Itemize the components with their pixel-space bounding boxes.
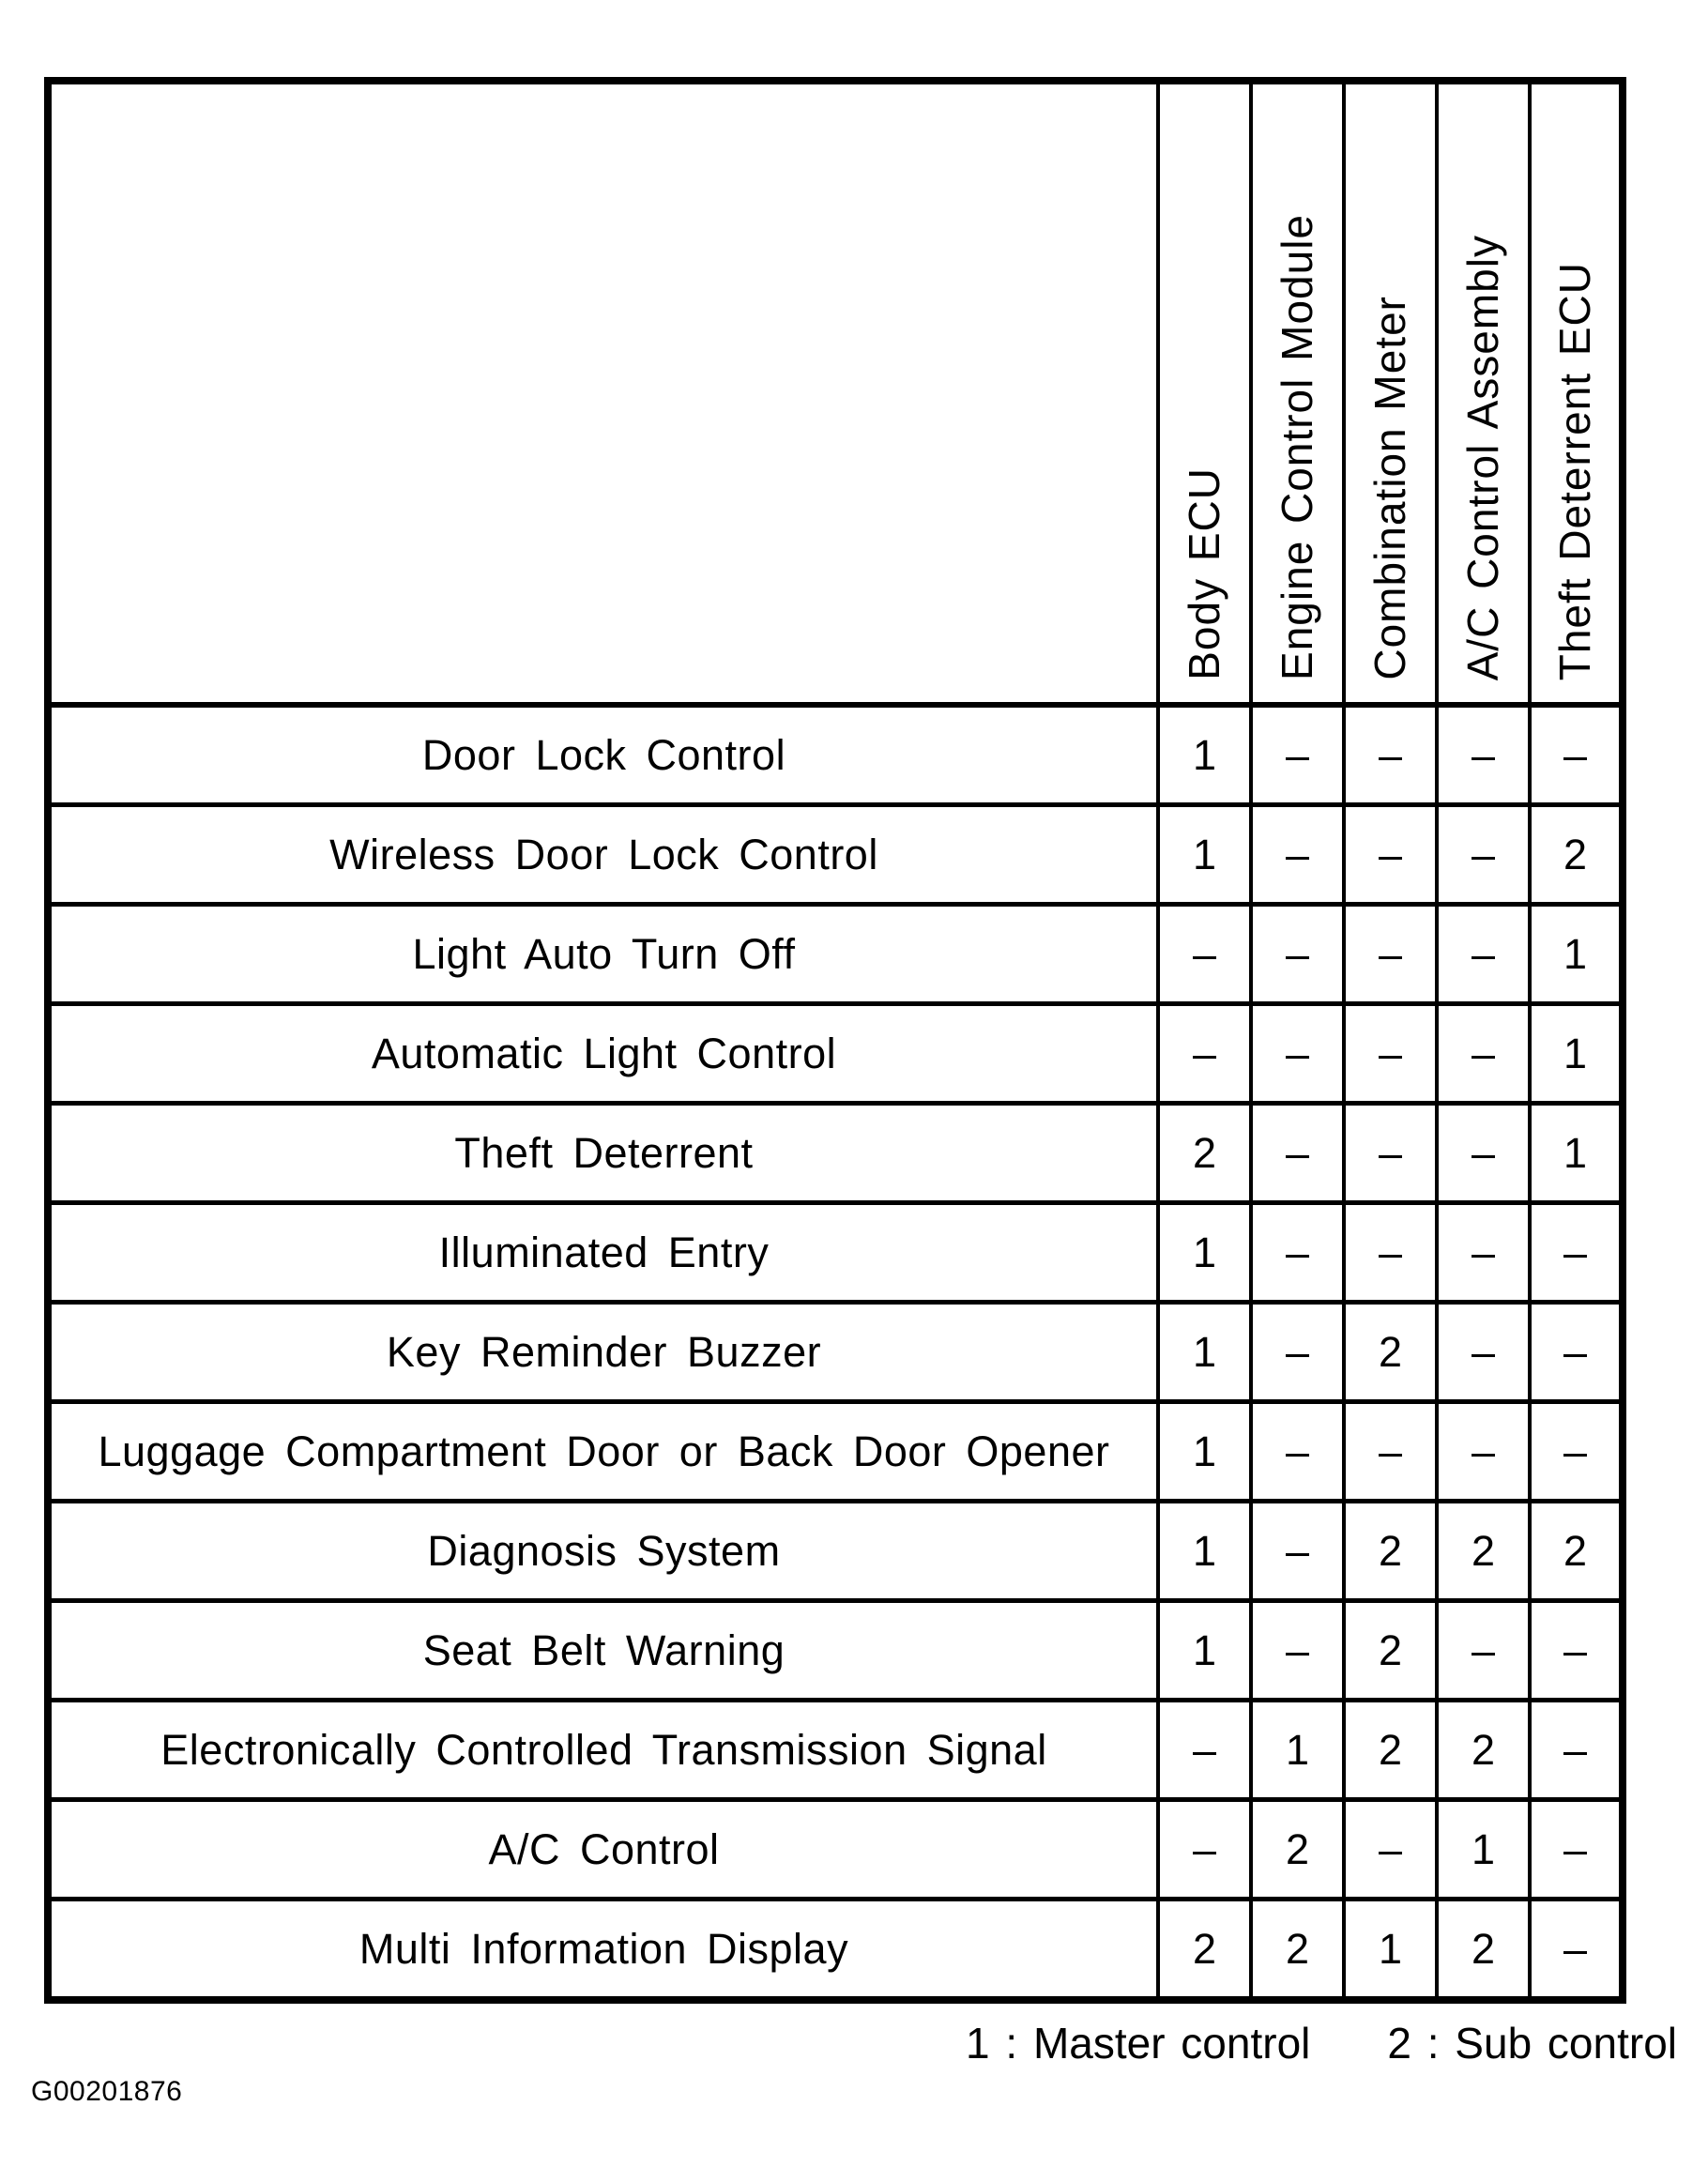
row-label: Illuminated Entry [48, 1203, 1158, 1303]
table-row [48, 1203, 1623, 1303]
matrix-cell: – [1437, 905, 1530, 1004]
matrix-cell: 2 [1437, 1502, 1530, 1601]
matrix-cell: – [1251, 1601, 1344, 1701]
matrix-cell: – [1437, 1303, 1530, 1402]
column-header-body-ecu [1158, 81, 1251, 705]
row-label: Wireless Door Lock Control [48, 805, 1158, 905]
matrix-cell: 1 [1344, 1900, 1437, 2001]
matrix-cell: 1 [1530, 1104, 1623, 1203]
row-label: Luggage Compartment Door or Back Door Opener [48, 1402, 1158, 1502]
table-body [48, 705, 1623, 2000]
matrix-cell: 1 [1530, 1004, 1623, 1104]
matrix-cell: – [1437, 1203, 1530, 1303]
matrix-cell: – [1251, 1402, 1344, 1502]
table-row [48, 1900, 1623, 2001]
matrix-cell: 2 [1344, 1303, 1437, 1402]
matrix-cell: – [1530, 1701, 1623, 1800]
matrix-cell: 2 [1437, 1701, 1530, 1800]
matrix-cell: 2 [1251, 1900, 1344, 2001]
row-label: Electronically Controlled Transmission Signal [48, 1701, 1158, 1800]
matrix-cell: 1 [1158, 1203, 1251, 1303]
matrix-cell: – [1251, 1502, 1344, 1601]
legend [966, 2018, 1677, 2068]
row-label: A/C Control [48, 1800, 1158, 1900]
column-header-label: Engine Control Module [1273, 214, 1322, 680]
matrix-cell: – [1530, 705, 1623, 805]
matrix-cell: – [1530, 1601, 1623, 1701]
matrix-cell: – [1437, 705, 1530, 805]
table-row [48, 1303, 1623, 1402]
matrix-cell: – [1251, 1004, 1344, 1104]
legend-master-control: 1 : Master control [966, 2019, 1311, 2068]
matrix-cell: – [1158, 1004, 1251, 1104]
matrix-cell: 2 [1530, 805, 1623, 905]
row-label: Key Reminder Buzzer [48, 1303, 1158, 1402]
table-row [48, 1104, 1623, 1203]
matrix-cell: 2 [1344, 1502, 1437, 1601]
table-row [48, 705, 1623, 805]
matrix-cell: 1 [1158, 1502, 1251, 1601]
matrix-cell: – [1251, 805, 1344, 905]
matrix-cell: – [1437, 1601, 1530, 1701]
column-header-theft-deterrent-ecu [1530, 81, 1623, 705]
matrix-cell: 2 [1344, 1601, 1437, 1701]
row-label: Seat Belt Warning [48, 1601, 1158, 1701]
table-row [48, 905, 1623, 1004]
row-label: Theft Deterrent [48, 1104, 1158, 1203]
matrix-cell: – [1344, 1402, 1437, 1502]
row-label: Light Auto Turn Off [48, 905, 1158, 1004]
matrix-cell: – [1251, 1303, 1344, 1402]
matrix-cell: – [1344, 705, 1437, 805]
matrix-cell: 1 [1158, 1303, 1251, 1402]
control-function-matrix-table [44, 77, 1626, 2004]
table-row [48, 1601, 1623, 1701]
column-header-label: A/C Control Assembly [1458, 234, 1508, 680]
matrix-cell: – [1344, 1104, 1437, 1203]
matrix-cell: 2 [1344, 1701, 1437, 1800]
column-header-label: Combination Meter [1365, 296, 1415, 680]
table-row [48, 1701, 1623, 1800]
matrix-cell: – [1158, 905, 1251, 1004]
matrix-cell: – [1251, 905, 1344, 1004]
corner-cell [48, 81, 1158, 705]
table-row [48, 1004, 1623, 1104]
matrix-cell: 1 [1158, 1402, 1251, 1502]
matrix-cell: 2 [1251, 1800, 1344, 1900]
table-row [48, 1800, 1623, 1900]
matrix-cell: – [1437, 1104, 1530, 1203]
matrix-cell: – [1437, 1402, 1530, 1502]
matrix-cell: 2 [1158, 1104, 1251, 1203]
matrix-cell: – [1344, 805, 1437, 905]
matrix-cell: – [1344, 1004, 1437, 1104]
table-row [48, 805, 1623, 905]
matrix-cell: – [1530, 1402, 1623, 1502]
matrix-cell: – [1530, 1800, 1623, 1900]
matrix-cell: – [1251, 1104, 1344, 1203]
header-row [48, 81, 1623, 705]
legend-sub-control: 2 : Sub control [1387, 2019, 1677, 2068]
matrix-cell: – [1530, 1303, 1623, 1402]
matrix-cell: – [1251, 705, 1344, 805]
matrix-cell: 1 [1251, 1701, 1344, 1800]
row-label: Diagnosis System [48, 1502, 1158, 1601]
matrix-cell: – [1437, 1004, 1530, 1104]
matrix-cell: – [1344, 1800, 1437, 1900]
matrix-cell: – [1251, 1203, 1344, 1303]
matrix-cell: 1 [1530, 905, 1623, 1004]
matrix-cell: – [1530, 1900, 1623, 2001]
table-header [48, 81, 1623, 705]
row-label: Multi Information Display [48, 1900, 1158, 2001]
matrix-cell: – [1344, 905, 1437, 1004]
matrix-cell: – [1530, 1203, 1623, 1303]
matrix-cell: 2 [1437, 1900, 1530, 2001]
matrix-cell: – [1344, 1203, 1437, 1303]
column-header-engine-control-module [1251, 81, 1344, 705]
column-header-combination-meter [1344, 81, 1437, 705]
column-header-a-c-control-assembly [1437, 81, 1530, 705]
matrix-cell: 1 [1158, 805, 1251, 905]
matrix-cell: – [1158, 1800, 1251, 1900]
column-header-label: Theft Deterrent ECU [1550, 261, 1600, 680]
column-header-label: Body ECU [1180, 467, 1229, 680]
figure-id: G00201876 [31, 2076, 183, 2107]
matrix-cell: 2 [1530, 1502, 1623, 1601]
table-row [48, 1402, 1623, 1502]
row-label: Door Lock Control [48, 705, 1158, 805]
matrix-cell: 1 [1158, 1601, 1251, 1701]
matrix-cell: 1 [1158, 705, 1251, 805]
row-label: Automatic Light Control [48, 1004, 1158, 1104]
matrix-cell: 2 [1158, 1900, 1251, 2001]
matrix-cell: – [1437, 805, 1530, 905]
matrix-cell: – [1158, 1701, 1251, 1800]
matrix-cell: 1 [1437, 1800, 1530, 1900]
table-row [48, 1502, 1623, 1601]
